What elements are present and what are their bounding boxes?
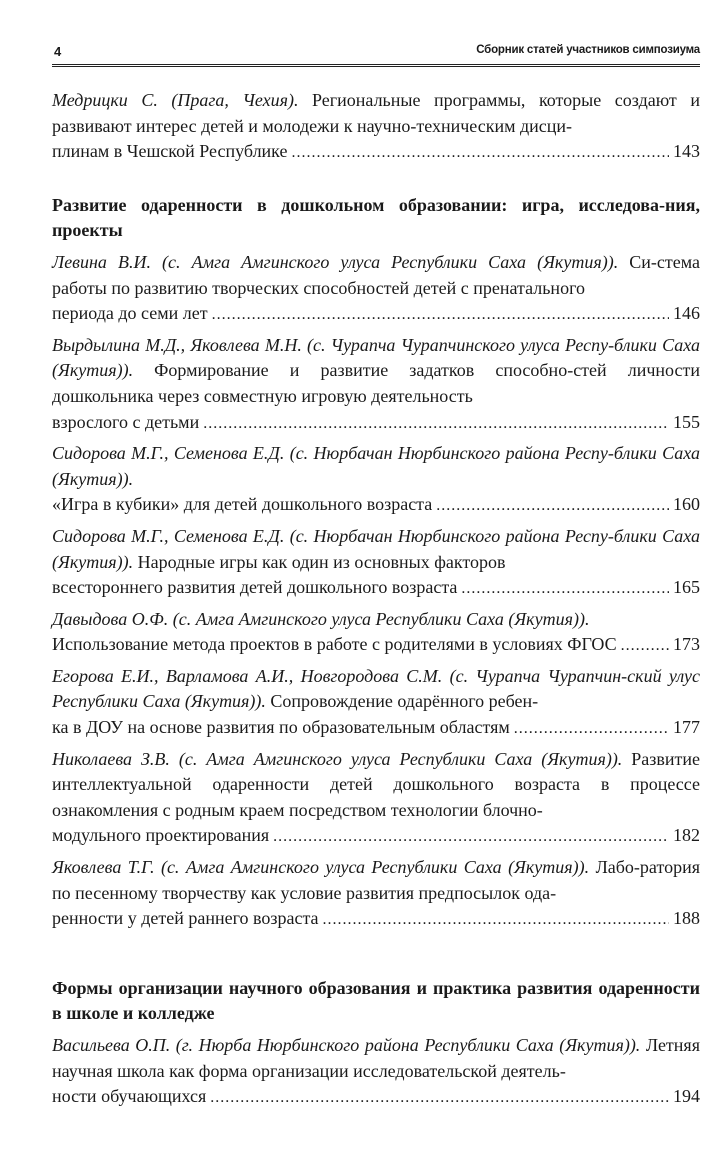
entry-title-line: и развивают интерес детей и молодежи к научно-техническим дисци- bbox=[52, 90, 700, 136]
entry-title-end: плинам в Чешской Республике bbox=[52, 141, 288, 162]
entry-authors: Левина В.И. (с. Амга Амгинского улуса Республики Саха (Якутия)). bbox=[52, 251, 619, 272]
dot-leader bbox=[323, 907, 669, 933]
entry-page-number: 165 bbox=[673, 577, 700, 598]
entry-last-line bbox=[52, 139, 700, 166]
entry-text bbox=[52, 88, 700, 139]
dot-leader bbox=[273, 824, 669, 850]
dot-leader bbox=[436, 493, 669, 519]
entry-page-number: 146 bbox=[673, 303, 700, 324]
entry-page-number: 143 bbox=[673, 141, 700, 162]
entry-last-line bbox=[52, 301, 700, 328]
entry-authors: Николаева З.В. (с. Амга Амгинского улуса Республики Саха (Якутия)). bbox=[52, 748, 623, 769]
entry-authors: Сидорова М.Г., Семенова Е.Д. (с. Нюрбачан Нюрбинского района Респу-блики Саха (Якутия)). bbox=[52, 525, 700, 572]
entry-title-end: всестороннего развития детей дошкольного возраста bbox=[52, 577, 458, 598]
entry-title-end: модульного проектирования bbox=[52, 825, 270, 846]
section-heading: Развитие одаренности в дошкольном образовании: игра, исследова-ния, проекты bbox=[52, 194, 700, 241]
toc-entry bbox=[52, 1033, 700, 1111]
entry-page-number: 182 bbox=[673, 825, 700, 846]
dot-leader bbox=[621, 633, 669, 659]
entry-title-end: ренности у детей раннего возраста bbox=[52, 908, 319, 929]
entry-title: Лабо-ратория по песенному творчеству как условие развития предпосылок ода- bbox=[52, 857, 700, 903]
entry-title-end: Использование метода проектов в работе с родителями в условиях ФГОС bbox=[52, 634, 617, 655]
dot-leader bbox=[210, 1085, 669, 1111]
entry-authors: Давыдова О.Ф. (с. Амга Амгинского улуса Республики Саха (Якутия)). bbox=[52, 608, 590, 629]
entry-text bbox=[52, 524, 700, 575]
toc-entry bbox=[52, 855, 700, 933]
entry-authors: Сидорова М.Г., Семенова Е.Д. (с. Нюрбачан Нюрбинского района Респу-блики Саха (Якутия)). bbox=[52, 443, 700, 489]
dot-leader bbox=[291, 140, 669, 166]
entry-text bbox=[52, 1033, 700, 1084]
entry-authors: Егорова Е.И., Варламова А.И., Новгородова С.М. (с. Чурапча Чурапчин-ский улус Республики Саха (Якутия)). bbox=[52, 665, 700, 712]
entry-last-line bbox=[52, 906, 700, 933]
entry-last-line bbox=[52, 1084, 700, 1111]
entry-title-end: ка в ДОУ на основе развития по образовательным областям bbox=[52, 717, 510, 738]
entry-title: Народные игры как один из основных факторов bbox=[133, 551, 506, 572]
entry-title-end: ности обучающихся bbox=[52, 1086, 207, 1107]
entry-last-line bbox=[52, 575, 700, 602]
dot-leader bbox=[461, 576, 669, 602]
toc-entry bbox=[52, 250, 700, 328]
entry-title: Развитие интеллектуальной одаренности детей дошкольного возраста в процессе ознакомления с родным краем посредством технологии блочно- bbox=[52, 748, 700, 820]
entry-title-line: Региональные программы, которые создают bbox=[312, 90, 677, 110]
entry-authors: Медрицки С. (Прага, Чехия). bbox=[52, 90, 299, 110]
entry-text bbox=[52, 664, 700, 715]
entry-last-line bbox=[52, 715, 700, 742]
entry-page-number: 194 bbox=[673, 1086, 700, 1107]
dot-leader bbox=[514, 716, 669, 742]
entry-title: Сопровождение одарённого ребен- bbox=[265, 691, 539, 712]
running-title: Сборник статей участников симпозиума bbox=[476, 44, 700, 56]
table-of-contents bbox=[52, 88, 700, 1116]
entry-authors: Васильева О.П. (г. Нюрба Нюрбинского района Республики Саха (Якутия)). bbox=[52, 1035, 641, 1055]
entry-page-number: 160 bbox=[673, 494, 700, 515]
entry-page-number: 177 bbox=[673, 717, 700, 738]
entry-last-line bbox=[52, 410, 700, 437]
section-heading: Формы организации научного образования и практика развития одаренности в школе и колледже bbox=[52, 977, 700, 1024]
toc-entry bbox=[52, 747, 700, 850]
entry-last-line bbox=[52, 823, 700, 850]
toc-entry bbox=[52, 333, 700, 436]
entry-title: Летняя научная школа как форма организации исследовательской деятель- bbox=[52, 1035, 700, 1081]
entry-authors: Яковлева Т.Г. (с. Амга Амгинского улуса Республики Саха (Якутия)). bbox=[52, 857, 590, 878]
toc-entry bbox=[52, 88, 700, 166]
dot-leader bbox=[212, 302, 669, 328]
entry-title: Формирование и развитие задатков способно-стей личности дошкольника через совместную игровую деятельность bbox=[52, 360, 700, 406]
entry-last-line bbox=[52, 492, 700, 519]
entry-text bbox=[52, 333, 700, 410]
entry-title-end: периода до семи лет bbox=[52, 303, 208, 324]
entry-text bbox=[52, 607, 700, 633]
toc-entry bbox=[52, 607, 700, 659]
entry-text bbox=[52, 747, 700, 824]
entry-text bbox=[52, 855, 700, 906]
toc-entry bbox=[52, 441, 700, 519]
entry-page-number: 173 bbox=[673, 634, 700, 655]
entry-authors: Вырдылина М.Д., Яковлева М.Н. (с. Чурапча Чурапчинского улуса Респу-блики Саха (Якутия)). bbox=[52, 334, 700, 381]
entry-text bbox=[52, 441, 700, 492]
toc-entry bbox=[52, 524, 700, 602]
header-rule bbox=[52, 64, 700, 67]
entry-text bbox=[52, 250, 700, 301]
entry-page-number: 188 bbox=[673, 908, 700, 929]
page-number: 4 bbox=[54, 44, 62, 59]
entry-title: Си-стема работы по развитию творческих способностей детей с пренатального bbox=[52, 251, 701, 298]
toc-entry bbox=[52, 664, 700, 742]
entry-title-end: «Игра в кубики» для детей дошкольного возраста bbox=[52, 494, 433, 515]
entry-title-end: взрослого с детьми bbox=[52, 411, 200, 432]
entry-last-line bbox=[52, 632, 700, 659]
dot-leader bbox=[203, 411, 669, 437]
entry-page-number: 155 bbox=[673, 411, 700, 432]
